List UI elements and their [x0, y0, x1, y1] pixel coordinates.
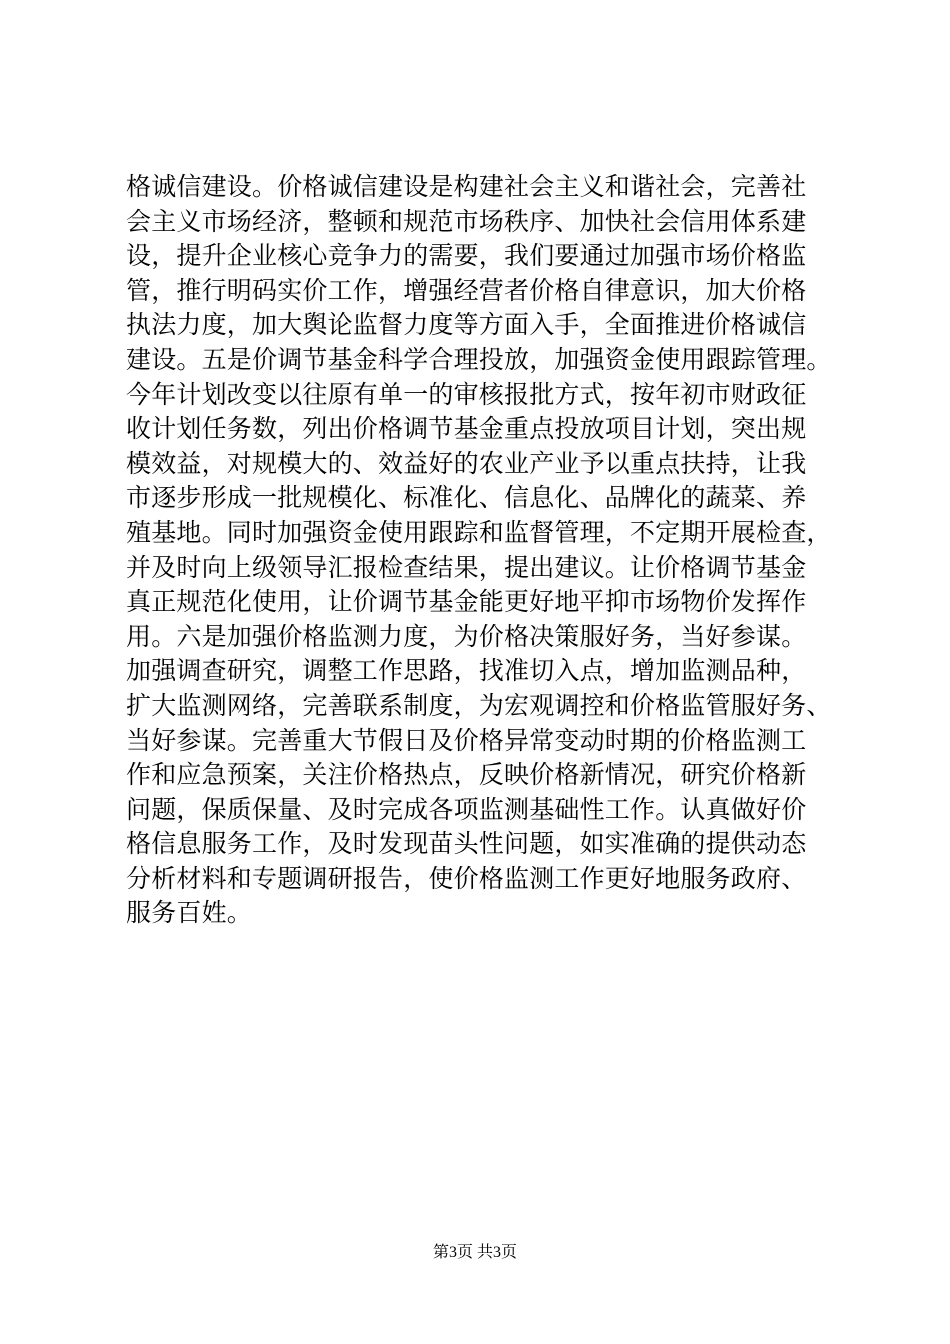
text-line: 市逐步形成一批规模化、标准化、信息化、品牌化的蔬菜、养: [126, 483, 807, 513]
text-line: 真正规范化使用，让价调节基金能更好地平抑市场物价发挥作: [126, 587, 807, 617]
text-line: 格诚信建设。价格诚信建设是构建社会主义和谐社会，完善社: [126, 172, 807, 201]
text-line: 作和应急预案，关注价格热点，反映价格新情况，研究价格新: [126, 760, 807, 790]
text-line: 模效益，对规模大的、效益好的农业产业予以重点扶持，让我: [126, 448, 807, 478]
text-line: 问题，保质保量、及时完成各项监测基础性工作。认真做好价: [126, 794, 807, 824]
text-line: 当好参谋。完善重大节假日及价格异常变动时期的价格监测工: [126, 725, 807, 755]
text-line: 设，提升企业核心竞争力的需要，我们要通过加强市场价格监: [126, 241, 807, 271]
text-line: 管，推行明码实价工作，增强经营者价格自律意识，加大价格: [126, 275, 807, 305]
text-line: 会主义市场经济，整顿和规范市场秩序、加快社会信用体系建: [126, 206, 807, 236]
page-footer: [0, 1243, 950, 1263]
text-line: 扩大监测网络，完善联系制度，为宏观调控和价格监管服好务、: [126, 690, 832, 720]
text-line: 服务百姓。: [126, 898, 253, 928]
text-line: 执法力度，加大舆论监督力度等方面入手，全面推进价格诚信: [126, 310, 807, 340]
body-paragraph: [126, 170, 836, 931]
text-line: 收计划任务数，列出价格调节基金重点投放项目计划，突出规: [126, 414, 807, 444]
text-line: 加强调查研究，调整工作思路，找准切入点，增加监测品种，: [126, 656, 807, 686]
text-line: 格信息服务工作，及时发现苗头性问题，如实准确的提供动态: [126, 829, 807, 859]
text-line: 分析材料和专题调研报告，使价格监测工作更好地服务政府、: [126, 863, 807, 893]
page-number-label: 第3页 共3页: [432, 1244, 517, 1261]
text-line: 并及时向上级领导汇报检查结果，提出建议。让价格调节基金: [126, 552, 807, 582]
text-line: 建设。五是价调节基金科学合理投放，加强资金使用跟踪管理。: [126, 344, 832, 374]
text-line: 用。六是加强价格监测力度，为价格决策服好务，当好参谋。: [126, 621, 807, 651]
text-line: 殖基地。同时加强资金使用跟踪和监督管理，不定期开展检查，: [126, 517, 832, 547]
text-line: 今年计划改变以往原有单一的审核报批方式，按年初市财政征: [126, 379, 807, 409]
